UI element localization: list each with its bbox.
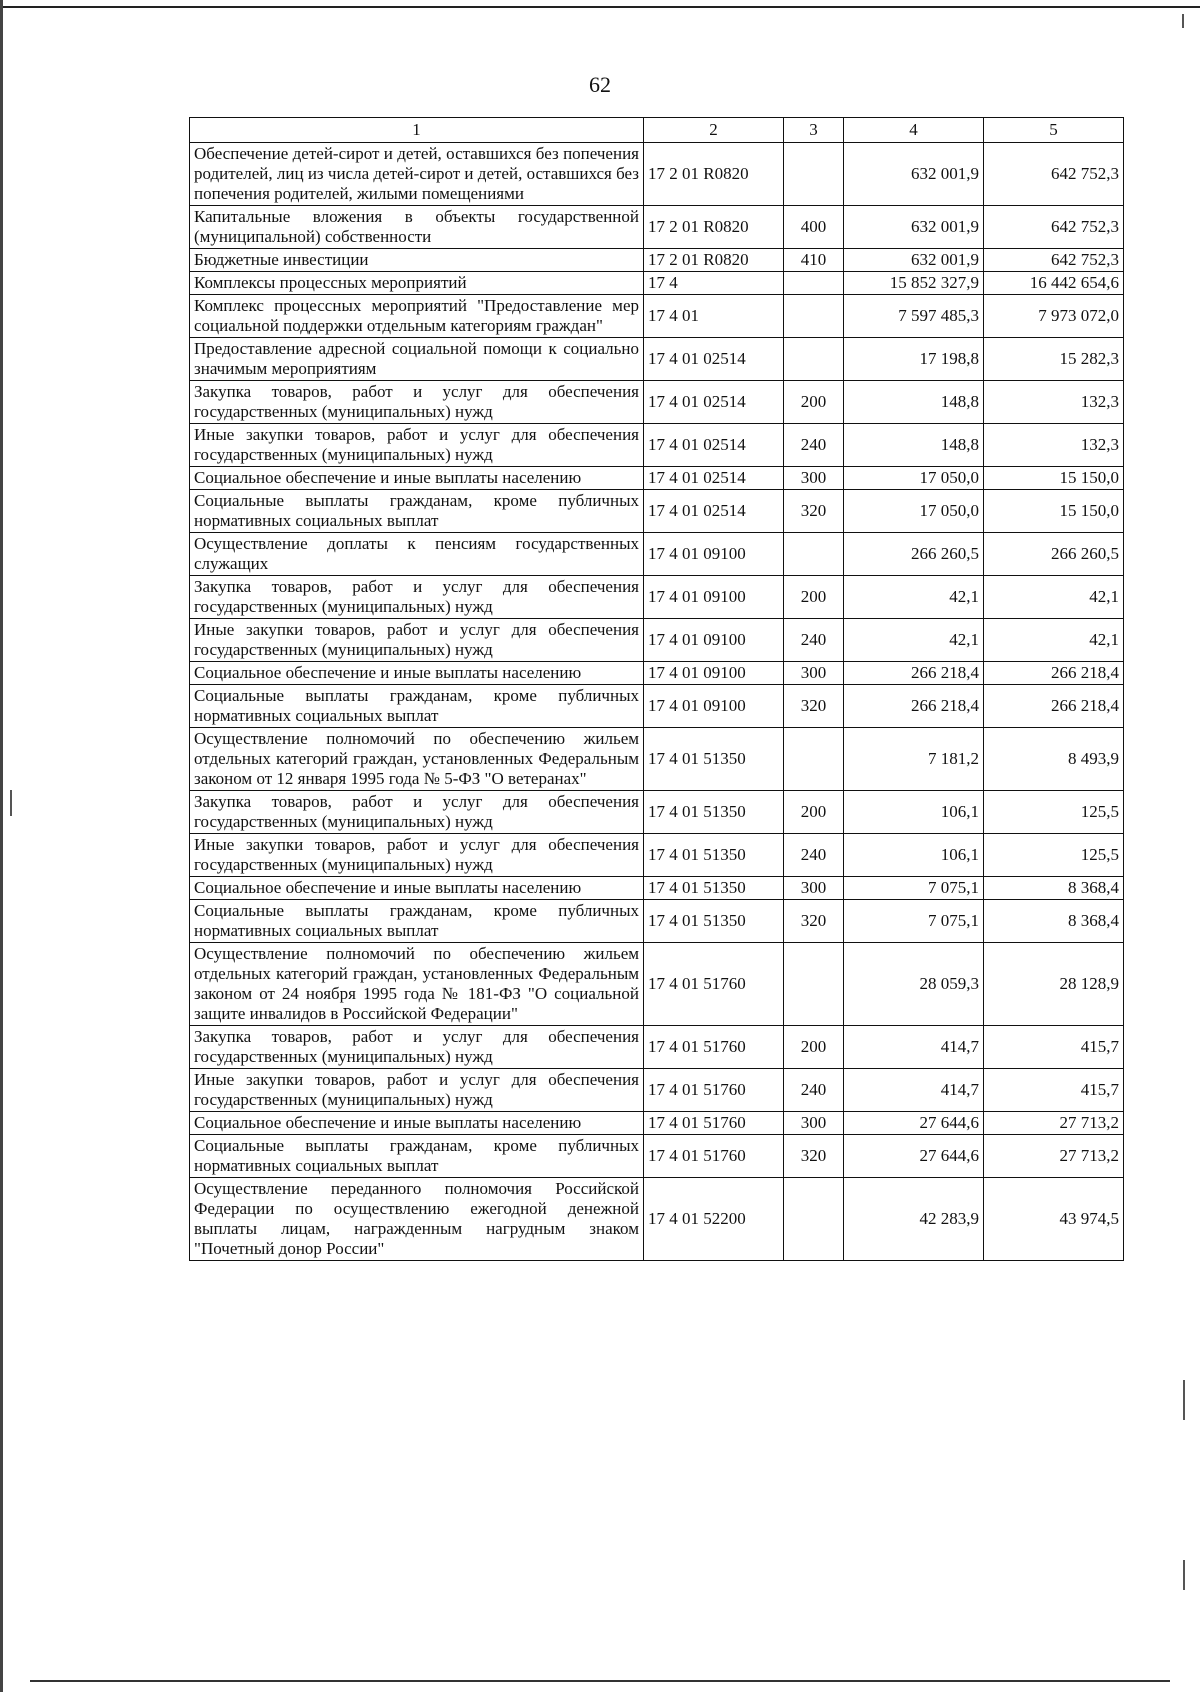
row-type-cell [784, 533, 844, 576]
row-value-2025-cell: 642 752,3 [984, 206, 1124, 249]
row-type-cell: 410 [784, 249, 844, 272]
row-value-2025-cell: 642 752,3 [984, 143, 1124, 206]
row-name-cell: Осуществление полномочий по обеспечению жильем отдельных категорий граждан, установленных Федеральным законом от 24 ноября 1995 года № 181-ФЗ "О социальной защите инвалидов в Российской Федерации" [190, 943, 644, 1026]
row-type-cell: 400 [784, 206, 844, 249]
row-code-cell: 17 4 01 [644, 295, 784, 338]
row-value-2024-cell: 17 050,0 [844, 490, 984, 533]
table-row [190, 272, 1124, 295]
row-value-2024-cell: 266 260,5 [844, 533, 984, 576]
table-row [190, 1178, 1124, 1261]
row-value-2024-cell: 42,1 [844, 619, 984, 662]
table-row [190, 943, 1124, 1026]
row-name-cell: Иные закупки товаров, работ и услуг для обеспечения государственных (муниципальных) нужд [190, 1069, 644, 1112]
page-number: 62 [589, 72, 611, 97]
scan-edge-left [0, 0, 3, 1692]
row-type-cell: 300 [784, 467, 844, 490]
table-row [190, 1069, 1124, 1112]
row-value-2025-cell: 266 218,4 [984, 685, 1124, 728]
row-code-cell: 17 4 01 51760 [644, 1112, 784, 1135]
row-name-cell: Социальное обеспечение и иные выплаты населению [190, 467, 644, 490]
row-value-2024-cell: 17 198,8 [844, 338, 984, 381]
table-row [190, 206, 1124, 249]
row-name-cell: Закупка товаров, работ и услуг для обеспечения государственных (муниципальных) нужд [190, 381, 644, 424]
row-value-2024-cell: 15 852 327,9 [844, 272, 984, 295]
row-code-cell: 17 4 01 51350 [644, 877, 784, 900]
row-type-cell: 320 [784, 685, 844, 728]
row-value-2024-cell: 106,1 [844, 791, 984, 834]
row-value-2024-cell: 42 283,9 [844, 1178, 984, 1261]
table-row [190, 424, 1124, 467]
row-value-2025-cell: 132,3 [984, 424, 1124, 467]
row-type-cell: 320 [784, 900, 844, 943]
row-value-2025-cell: 132,3 [984, 381, 1124, 424]
row-type-cell [784, 143, 844, 206]
row-value-2024-cell: 266 218,4 [844, 662, 984, 685]
row-value-2025-cell: 27 713,2 [984, 1135, 1124, 1178]
table-row [190, 1112, 1124, 1135]
row-code-cell: 17 4 01 02514 [644, 338, 784, 381]
row-type-cell: 300 [784, 1112, 844, 1135]
row-code-cell: 17 4 01 02514 [644, 490, 784, 533]
row-type-cell: 320 [784, 490, 844, 533]
row-value-2024-cell: 148,8 [844, 424, 984, 467]
row-value-2024-cell: 106,1 [844, 834, 984, 877]
column-header: 4 [844, 118, 984, 143]
row-value-2025-cell: 16 442 654,6 [984, 272, 1124, 295]
row-value-2024-cell: 632 001,9 [844, 143, 984, 206]
row-value-2025-cell: 415,7 [984, 1026, 1124, 1069]
row-value-2024-cell: 414,7 [844, 1069, 984, 1112]
row-code-cell: 17 4 [644, 272, 784, 295]
row-code-cell: 17 4 01 51350 [644, 791, 784, 834]
row-code-cell: 17 2 01 R0820 [644, 143, 784, 206]
table-row [190, 791, 1124, 834]
table-row [190, 685, 1124, 728]
row-code-cell: 17 4 01 51350 [644, 728, 784, 791]
row-value-2024-cell: 42,1 [844, 576, 984, 619]
row-type-cell: 300 [784, 877, 844, 900]
row-name-cell: Бюджетные инвестиции [190, 249, 644, 272]
scan-mark [1182, 14, 1184, 28]
row-type-cell: 320 [784, 1135, 844, 1178]
row-value-2025-cell: 15 150,0 [984, 467, 1124, 490]
row-value-2025-cell: 266 260,5 [984, 533, 1124, 576]
table-row [190, 1135, 1124, 1178]
row-value-2025-cell: 125,5 [984, 791, 1124, 834]
row-value-2024-cell: 7 181,2 [844, 728, 984, 791]
row-code-cell: 17 4 01 09100 [644, 576, 784, 619]
row-type-cell [784, 943, 844, 1026]
scan-mark [10, 790, 12, 816]
row-code-cell: 17 2 01 R0820 [644, 249, 784, 272]
row-name-cell: Социальное обеспечение и иные выплаты населению [190, 1112, 644, 1135]
row-value-2025-cell: 8 493,9 [984, 728, 1124, 791]
table-row [190, 295, 1124, 338]
row-code-cell: 17 4 01 51760 [644, 943, 784, 1026]
column-header: 1 [190, 118, 644, 143]
row-code-cell: 17 2 01 R0820 [644, 206, 784, 249]
row-type-cell: 240 [784, 1069, 844, 1112]
row-value-2025-cell: 42,1 [984, 576, 1124, 619]
row-code-cell: 17 4 01 51350 [644, 900, 784, 943]
row-value-2025-cell: 15 282,3 [984, 338, 1124, 381]
column-header: 3 [784, 118, 844, 143]
row-value-2025-cell: 266 218,4 [984, 662, 1124, 685]
row-name-cell: Комплекс процессных мероприятий "Предоставление мер социальной поддержки отдельным категориям граждан" [190, 295, 644, 338]
table-row [190, 381, 1124, 424]
row-code-cell: 17 4 01 02514 [644, 381, 784, 424]
row-name-cell: Закупка товаров, работ и услуг для обеспечения государственных (муниципальных) нужд [190, 576, 644, 619]
row-value-2024-cell: 266 218,4 [844, 685, 984, 728]
row-value-2025-cell: 8 368,4 [984, 877, 1124, 900]
row-value-2024-cell: 632 001,9 [844, 249, 984, 272]
row-value-2025-cell: 42,1 [984, 619, 1124, 662]
row-name-cell: Комплексы процессных мероприятий [190, 272, 644, 295]
table-header-row [190, 118, 1124, 143]
row-name-cell: Осуществление доплаты к пенсиям государственных служащих [190, 533, 644, 576]
row-name-cell: Социальные выплаты гражданам, кроме публичных нормативных социальных выплат [190, 490, 644, 533]
row-value-2025-cell: 642 752,3 [984, 249, 1124, 272]
row-type-cell [784, 272, 844, 295]
table-row [190, 877, 1124, 900]
row-value-2025-cell: 125,5 [984, 834, 1124, 877]
row-name-cell: Социальные выплаты гражданам, кроме публичных нормативных социальных выплат [190, 1135, 644, 1178]
row-value-2025-cell: 8 368,4 [984, 900, 1124, 943]
row-value-2024-cell: 7 075,1 [844, 900, 984, 943]
row-type-cell: 200 [784, 381, 844, 424]
table-row [190, 576, 1124, 619]
table-row [190, 490, 1124, 533]
table-body [190, 143, 1124, 1261]
row-value-2024-cell: 17 050,0 [844, 467, 984, 490]
row-value-2024-cell: 7 075,1 [844, 877, 984, 900]
row-code-cell: 17 4 01 02514 [644, 424, 784, 467]
row-type-cell: 240 [784, 834, 844, 877]
row-code-cell: 17 4 01 51760 [644, 1069, 784, 1112]
table-row [190, 143, 1124, 206]
table-row [190, 619, 1124, 662]
row-type-cell [784, 1178, 844, 1261]
scan-mark [1183, 1380, 1185, 1420]
row-type-cell: 300 [784, 662, 844, 685]
table-row [190, 338, 1124, 381]
table-row [190, 728, 1124, 791]
row-value-2025-cell: 7 973 072,0 [984, 295, 1124, 338]
row-name-cell: Обеспечение детей-сирот и детей, оставшихся без попечения родителей, лиц из числа детей-сирот и детей, оставшихся без попечения родителей, жилыми помещениями [190, 143, 644, 206]
row-name-cell: Социальное обеспечение и иные выплаты населению [190, 662, 644, 685]
row-code-cell: 17 4 01 51760 [644, 1135, 784, 1178]
scan-mark [1183, 1560, 1185, 1590]
row-code-cell: 17 4 01 09100 [644, 685, 784, 728]
table-row [190, 533, 1124, 576]
row-value-2024-cell: 632 001,9 [844, 206, 984, 249]
table-row [190, 900, 1124, 943]
row-type-cell: 240 [784, 619, 844, 662]
row-name-cell: Осуществление переданного полномочия Российской Федерации по осуществлению ежегодной денежной выплаты лицам, награжденным нагрудным знаком "Почетный донор России" [190, 1178, 644, 1261]
row-name-cell: Иные закупки товаров, работ и услуг для обеспечения государственных (муниципальных) нужд [190, 424, 644, 467]
row-name-cell: Иные закупки товаров, работ и услуг для обеспечения государственных (муниципальных) нужд [190, 834, 644, 877]
row-name-cell: Социальные выплаты гражданам, кроме публичных нормативных социальных выплат [190, 900, 644, 943]
row-type-cell: 240 [784, 424, 844, 467]
row-value-2024-cell: 28 059,3 [844, 943, 984, 1026]
table-row [190, 1026, 1124, 1069]
budget-table [189, 117, 1124, 1261]
column-header: 2 [644, 118, 784, 143]
row-value-2025-cell: 28 128,9 [984, 943, 1124, 1026]
row-value-2025-cell: 415,7 [984, 1069, 1124, 1112]
row-name-cell: Предоставление адресной социальной помощи к социально значимым мероприятиям [190, 338, 644, 381]
row-name-cell: Закупка товаров, работ и услуг для обеспечения государственных (муниципальных) нужд [190, 1026, 644, 1069]
row-name-cell: Социальные выплаты гражданам, кроме публичных нормативных социальных выплат [190, 685, 644, 728]
row-value-2025-cell: 15 150,0 [984, 490, 1124, 533]
row-code-cell: 17 4 01 09100 [644, 662, 784, 685]
row-value-2025-cell: 27 713,2 [984, 1112, 1124, 1135]
scan-edge-top [0, 6, 1200, 8]
column-header: 5 [984, 118, 1124, 143]
row-code-cell: 17 4 01 09100 [644, 533, 784, 576]
row-type-cell: 200 [784, 1026, 844, 1069]
row-value-2024-cell: 148,8 [844, 381, 984, 424]
table-row [190, 467, 1124, 490]
row-name-cell: Социальное обеспечение и иные выплаты населению [190, 877, 644, 900]
row-type-cell [784, 295, 844, 338]
row-name-cell: Иные закупки товаров, работ и услуг для обеспечения государственных (муниципальных) нужд [190, 619, 644, 662]
row-code-cell: 17 4 01 02514 [644, 467, 784, 490]
row-type-cell [784, 728, 844, 791]
row-name-cell: Капитальные вложения в объекты государственной (муниципальной) собственности [190, 206, 644, 249]
row-value-2024-cell: 27 644,6 [844, 1112, 984, 1135]
row-code-cell: 17 4 01 52200 [644, 1178, 784, 1261]
table-row [190, 249, 1124, 272]
row-name-cell: Закупка товаров, работ и услуг для обеспечения государственных (муниципальных) нужд [190, 791, 644, 834]
row-type-cell: 200 [784, 576, 844, 619]
table-row [190, 834, 1124, 877]
row-type-cell [784, 338, 844, 381]
row-code-cell: 17 4 01 51350 [644, 834, 784, 877]
row-value-2024-cell: 27 644,6 [844, 1135, 984, 1178]
row-name-cell: Осуществление полномочий по обеспечению жильем отдельных категорий граждан, установленных Федеральным законом от 12 января 1995 года № 5-ФЗ "О ветеранах" [190, 728, 644, 791]
row-type-cell: 200 [784, 791, 844, 834]
row-code-cell: 17 4 01 09100 [644, 619, 784, 662]
row-value-2024-cell: 414,7 [844, 1026, 984, 1069]
scan-edge-bottom [30, 1680, 1170, 1682]
table-row [190, 662, 1124, 685]
row-value-2024-cell: 7 597 485,3 [844, 295, 984, 338]
row-value-2025-cell: 43 974,5 [984, 1178, 1124, 1261]
row-code-cell: 17 4 01 51760 [644, 1026, 784, 1069]
